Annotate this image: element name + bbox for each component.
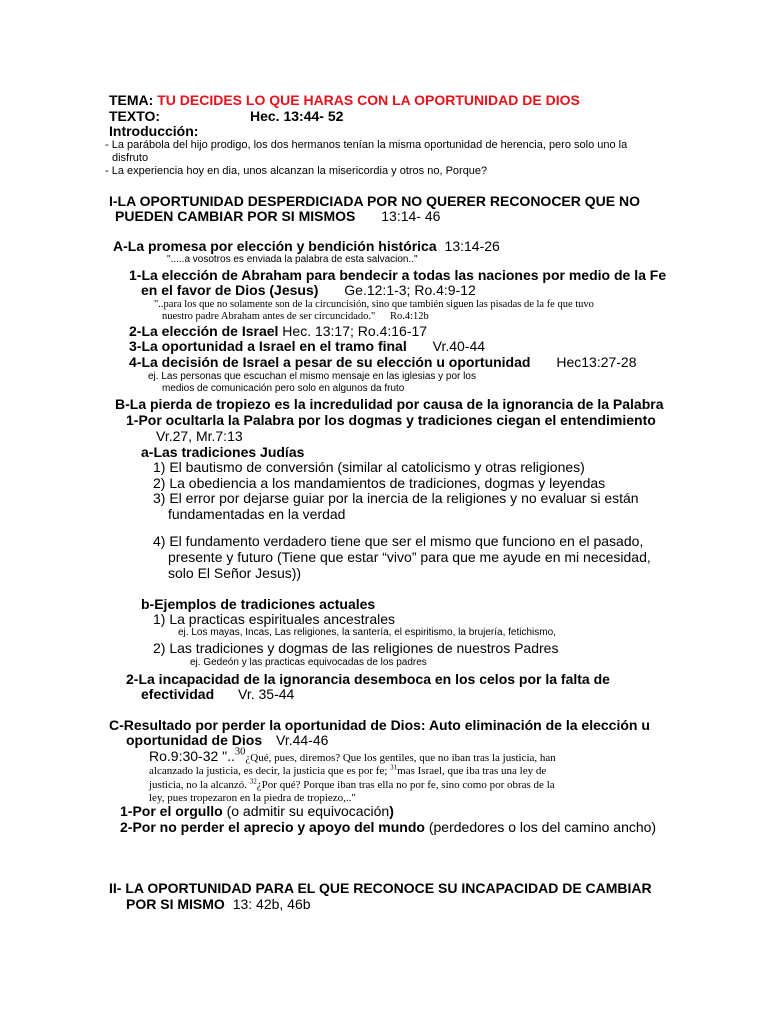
section1-b-a-item1: 1) El bautismo de conversión (similar al catolicismo y otras religiones) [153, 459, 585, 475]
section1-b-b-item2: 2) Las tradiciones y dogmas de las religiones de nuestros Padres [153, 640, 559, 656]
intro-item-2: - La experiencia hoy en dia, unos alcanzan la misericordia y otros no, Porque? [105, 165, 488, 177]
section1-c-title: C-Resultado por perder la oportunidad de Dios: Auto eliminación de la elección u [109, 717, 650, 733]
section1-b-point1-ref: Vr.27, Mr.7:13 [156, 428, 243, 444]
section1-a-title: A-La promesa por elección y bendición histórica 13:14-26 [113, 238, 500, 254]
section1-b-b-item2-example: ej. Gedeón y las practicas equivocadas de los padres [190, 657, 427, 668]
section1-title: I-LA OPORTUNIDAD DESPERDICIADA POR NO QUERER RECONOCER QUE NO [109, 193, 640, 209]
section1-b-a-item2: 2) La obediencia a los mandamientos de tradiciones, dogmas y leyendas [153, 475, 606, 491]
section1-b-a-title: a-Las tradiciones Judías [141, 444, 305, 460]
tema-label: TEMA: [109, 92, 154, 108]
section1-b-a-item4: 4) El fundamento verdadero tiene que ser el mismo que funciono en el pasado, [153, 533, 644, 549]
intro-item-1-cont: disfruto [112, 152, 149, 164]
section1-b-a-item3: 3) El error por dejarse guiar por la inercia de la religiones y no evaluar si están [153, 490, 639, 506]
section1-b-b-item1: 1) La practicas espirituales ancestrales [153, 611, 396, 627]
section1-b-a-item3-cont: fundamentadas en la verdad [168, 506, 346, 522]
intro-heading: Introducción: [109, 123, 199, 139]
section1-title-cont: PUEDEN CAMBIAR POR SI MISMOS 13:14- 46 [115, 208, 441, 224]
section1-a-point1: 1-La elección de Abraham para bendecir a todas las naciones por medio de la Fe [129, 267, 667, 283]
section1-a-point3: 3-La oportunidad a Israel en el tramo final Vr.40-44 [129, 338, 486, 354]
section2-title-cont: POR SI MISMO 13: 42b, 46b [126, 896, 311, 912]
section1-b-b-title: b-Ejemplos de tradiciones actuales [141, 596, 376, 612]
section1-c-quote-line3: justicia, no la alcanzó. $^{32}$¿Por qué? Porque iban tras ella no por fe, sino como por obras de la [149, 777, 555, 791]
section1-c-quote-line4: ley, pues tropezaron en la piedra de tropiezo,.." [149, 792, 356, 804]
section1-a-point4-example-cont: medios de comunicación pero solo en algunos da fruto [162, 383, 405, 394]
section1-c-title-cont: oportunidad de Dios Vr.44-46 [126, 732, 329, 748]
section1-a-quote: ".....a vosotros es enviada la palabra de esta salvacion.." [167, 254, 418, 265]
section1-c-quote-line2: alcanzado la justicia, es decir, la justicia que es por fe; $^{31}$mas Israel, que iba tras una ley de [149, 763, 547, 777]
section2-title: II- LA OPORTUNIDAD PARA EL QUE RECONOCE SU INCAPACIDAD DE CAMBIAR [109, 880, 652, 896]
section1-ref: 13:14- 46 [381, 208, 441, 224]
texto-ref: Hec. 13:44- 52 [250, 108, 344, 124]
section1-a-point4: 4-La decisión de Israel a pesar de su elección u oportunidad Hec13:27-28 [129, 354, 637, 370]
section1-b-a-item4-cont1: presente y futuro (Tiene que estar “vivo” para que me ayude en mi necesidad, [168, 549, 651, 565]
section1-c-quote-line1: Ro.9:30-32 "..$^{30}$¿Qué, pues, diremos? Que los gentiles, que no iban tras la justicia, han [149, 746, 556, 764]
section1-b-a-item4-cont2: solo El Señor Jesus)) [168, 565, 302, 581]
section1-a-point2: 2-La elección de Israel Hec. 13:17; Ro.4:16-17 [129, 323, 428, 339]
section1-a-point1-quote: "..para los que no solamente son de la circuncisión, sino que también siguen las pisadas de la fe que tuvo [154, 299, 594, 310]
section1-b-point1: 1-Por ocultarla la Palabra por los dogmas y tradiciones ciegan el entendimiento [126, 412, 656, 428]
intro-item-1: - La parábola del hijo prodigo, los dos hermanos tenían la misma oportunidad de herencia, pero solo uno la [105, 139, 628, 151]
section1-a-point4-example: ej. Las personas que escuchan el mismo mensaje en las iglesias y por los [148, 371, 476, 382]
texto-label: TEXTO: [109, 108, 161, 124]
tema-title: TU DECIDES LO QUE HARAS CON LA OPORTUNIDAD DE DIOS [157, 92, 580, 108]
section1-b-point2-cont: efectividad Vr. 35-44 [141, 686, 295, 702]
texto-line [109, 108, 344, 124]
section1-b-title: B-La pierda de tropiezo es la incredulidad por causa de la ignorancia de la Palabra [115, 396, 664, 412]
section1-c-point1: 1-Por el orgullo (o admitir su equivocación) [120, 803, 394, 819]
section1-c-point2: 2-Por no perder el aprecio y apoyo del mundo (perdedores o los del camino ancho) [120, 819, 657, 835]
tema-line [109, 92, 580, 108]
section1-b-point2: 2-La incapacidad de la ignorancia desemboca en los celos por la falta de [126, 671, 610, 687]
section1-a-point1-quote-cont: nuestro padre Abraham antes de ser circuncidado." Ro.4:12b [162, 311, 429, 322]
section1-a-point1-cont: en el favor de Dios (Jesus) Ge.12:1-3; Ro.4:9-12 [141, 282, 476, 298]
section1-b-b-item1-example: ej. Los mayas, Incas, Las religiones, la santería, el espiritismo, la brujería, fetichismo, [178, 627, 556, 638]
